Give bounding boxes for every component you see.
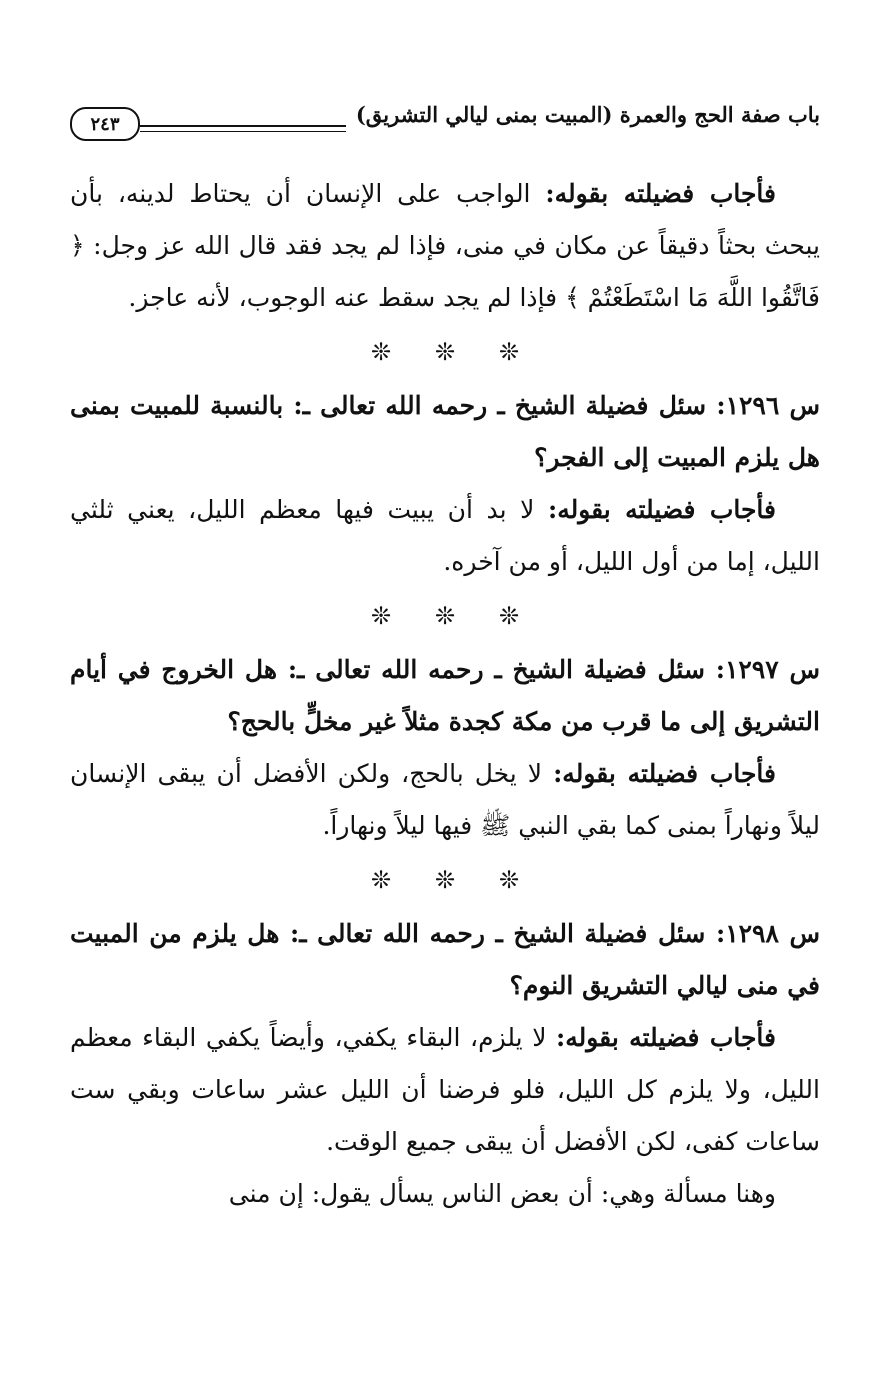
quran-verse: ﴿ فَاتَّقُوا اللَّهَ مَا اسْتَطَعْتُمْ ﴾ xyxy=(70,231,820,312)
separator-star: ❊ xyxy=(371,602,392,630)
chapter-title: باب صفة الحج والعمرة (المبيت بمنى ليالي التشريق) xyxy=(355,101,820,127)
separator-star: ❊ xyxy=(435,866,456,894)
page-content xyxy=(70,168,820,1220)
question-number: س ١٢٩٨: xyxy=(715,919,820,948)
question-number: س ١٢٩٧: xyxy=(715,655,820,684)
question-number: س ١٢٩٦: xyxy=(716,391,820,420)
running-header xyxy=(70,96,820,144)
separator-star: ❊ xyxy=(499,602,520,630)
section-separator xyxy=(70,588,820,644)
answer-lead: فأجاب فضيلته بقوله: xyxy=(553,759,776,788)
answer-text-continued: فإذا لم يجد سقط عنه الوجوب، لأنه عاجز. xyxy=(128,283,566,312)
answer-1296 xyxy=(70,484,820,588)
answer-1298 xyxy=(70,1012,820,1168)
section-separator xyxy=(70,324,820,380)
answer-lead: فأجاب فضيلته بقوله: xyxy=(545,179,777,208)
section-separator xyxy=(70,852,820,908)
page-number: ٢٤٣ xyxy=(70,107,140,141)
answer-lead: فأجاب فضيلته بقوله: xyxy=(548,495,776,524)
answer-text: لا يلزم، البقاء يكفي، وأيضاً يكفي البقاء معظم الليل، ولا يلزم كل الليل، فلو فرضنا أن الليل عشر ساعات وبقي ست ساعات كفى، لكن الأفضل أن يبقى جميع الوقت. xyxy=(70,1023,820,1156)
question-1296 xyxy=(70,380,820,484)
separator-star: ❊ xyxy=(371,866,392,894)
answer-text: لا بد أن يبيت فيها معظم الليل، يعني ثلثي الليل، إما من أول الليل، أو من آخره. xyxy=(70,495,820,576)
question-1298 xyxy=(70,908,820,1012)
book-page xyxy=(70,96,820,1336)
question-text: سئل فضيلة الشيخ ـ رحمه الله تعالى ـ: بالنسبة للمبيت بمنى هل يلزم المبيت إلى الفجر؟ xyxy=(70,391,820,472)
separator-star: ❊ xyxy=(435,338,456,366)
header-rule xyxy=(140,125,346,132)
separator-star: ❊ xyxy=(371,338,392,366)
question-text: سئل فضيلة الشيخ ـ رحمه الله تعالى ـ: هل الخروج في أيام التشريق إلى ما قرب من مكة كجدة مثلاً غير مخلٍّ بالحج؟ xyxy=(70,655,820,736)
answer-lead: فأجاب فضيلته بقوله: xyxy=(556,1023,776,1052)
question-1297 xyxy=(70,644,820,748)
answer-1297 xyxy=(70,748,820,852)
closing-paragraph: وهنا مسألة وهي: أن بعض الناس يسأل يقول: إن منى xyxy=(228,1179,776,1208)
answer-text: لا يخل بالحج، ولكن الأفضل أن يبقى الإنسان ليلاً ونهاراً بمنى كما بقي النبي ﷺ فيها ليلاً ونهاراً. xyxy=(70,759,820,840)
separator-star: ❊ xyxy=(435,602,456,630)
answer-paragraph xyxy=(70,168,820,324)
answer-text: الواجب على الإنسان أن يحتاط لدينه، بأن يبحث بحثاً دقيقاً عن مكان في منى، فإذا لم يجد فقد قال الله عز وجل: xyxy=(70,179,820,260)
separator-star: ❊ xyxy=(499,866,520,894)
separator-star: ❊ xyxy=(499,338,520,366)
question-text: سئل فضيلة الشيخ ـ رحمه الله تعالى ـ: هل يلزم من المبيت في منى ليالي التشريق النوم؟ xyxy=(70,919,820,1000)
